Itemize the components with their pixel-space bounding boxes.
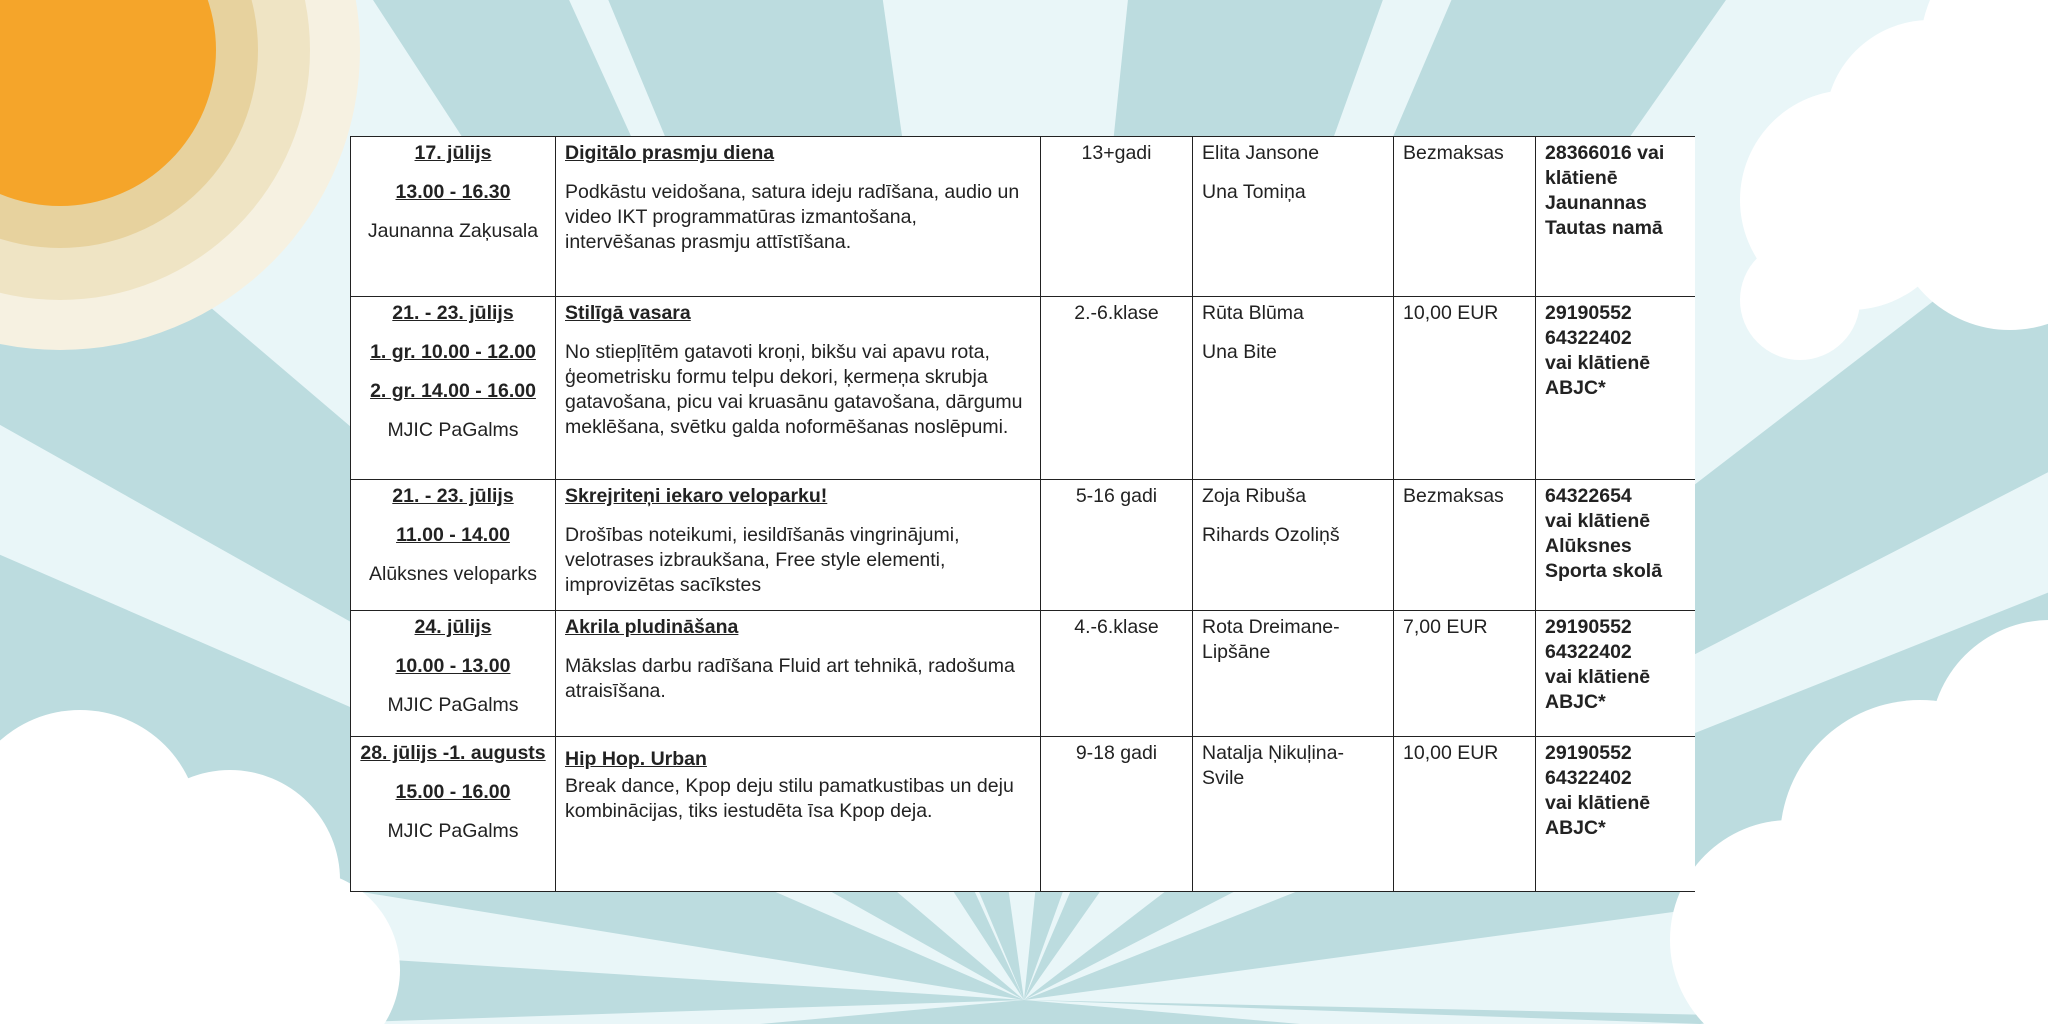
date-cell <box>351 611 556 737</box>
contact-line: Sporta skolā <box>1545 560 1663 582</box>
age-group: 2.-6.klase <box>1074 302 1159 324</box>
contact-line: Alūksnes <box>1545 535 1632 557</box>
contact-line: Tautas namā <box>1545 217 1663 239</box>
event-place: MJIC PaGalms <box>387 820 519 842</box>
contact-cell <box>1536 737 1696 892</box>
instructor-cell <box>1193 137 1394 297</box>
instructor-name: Elita Jansone <box>1202 142 1320 164</box>
contact-line: vai klātienē <box>1545 510 1651 532</box>
event-time: 15.00 - 16.00 <box>395 781 511 803</box>
contact-line: klātienē <box>1545 167 1618 189</box>
event-place: Jaunanna Zaķusala <box>367 220 539 242</box>
activity-description: Podkāstu veidošana, satura ideju radīšana, audio un video IKT programmatūras izmantošana, intervēšanas prasmju attīstīšana. <box>565 181 1020 253</box>
event-time: 13.00 - 16.30 <box>395 181 511 203</box>
table-row <box>351 297 1696 480</box>
age-group: 9-18 gadi <box>1075 742 1158 764</box>
contact-cell <box>1536 611 1696 737</box>
instructor-name: Una Bite <box>1202 341 1277 363</box>
activity-title: Stilīgā vasara <box>565 302 691 324</box>
price-cell <box>1394 737 1536 892</box>
instructor-cell <box>1193 611 1394 737</box>
age-cell <box>1041 297 1193 480</box>
instructor-name: Una Tomiņa <box>1202 181 1306 203</box>
contact-line: ABJC* <box>1545 691 1606 713</box>
age-group: 13+gadi <box>1081 142 1152 164</box>
event-time: 11.00 - 14.00 <box>396 524 510 546</box>
activity-title: Digitālo prasmju diena <box>565 142 775 164</box>
activity-description: Mākslas darbu radīšana Fluid art tehnikā, radošuma atraisīšana. <box>565 655 1015 702</box>
age-group: 5-16 gadi <box>1075 485 1158 507</box>
event-date: 21. - 23. jūlijs <box>392 485 514 507</box>
contact-line: 29190552 <box>1545 742 1632 764</box>
price-cell <box>1394 480 1536 611</box>
event-time: 2. gr. 14.00 - 16.00 <box>370 380 536 402</box>
contact-cell <box>1536 297 1696 480</box>
table-row <box>351 480 1696 611</box>
date-cell <box>351 480 556 611</box>
table-row <box>351 611 1696 737</box>
instructor-name: Zoja Ribuša <box>1202 485 1307 507</box>
age-cell <box>1041 480 1193 611</box>
activity-description: No stiepļītēm gatavoti kroņi, bikšu vai apavu rota, ģeometrisku formu telpu dekori, ķermeņa skrubja gatavošana, picu vai kruasānu gatavošana, dārgumu meklēšana, svētku galda noformēšanas noslēpumi. <box>565 341 1023 438</box>
contact-line: vai klātienē <box>1545 666 1651 688</box>
contact-line: 29190552 <box>1545 302 1632 324</box>
contact-cell <box>1536 480 1696 611</box>
price: 10,00 EUR <box>1403 302 1499 324</box>
contact-line: 64322402 <box>1545 327 1632 349</box>
instructor-cell <box>1193 297 1394 480</box>
activity-cell <box>556 297 1041 480</box>
price: 10,00 EUR <box>1403 742 1499 764</box>
age-cell <box>1041 737 1193 892</box>
event-place: MJIC PaGalms <box>387 419 519 441</box>
price-cell <box>1394 297 1536 480</box>
activity-description: Drošības noteikumi, iesildīšanās vingrinājumi, velotrases izbraukšana, Free style elementi, improvizētas sacīkstes <box>565 524 960 596</box>
contact-line: vai klātienē <box>1545 352 1651 374</box>
activity-title: Hip Hop. Urban <box>565 748 707 770</box>
contact-cell <box>1536 137 1696 297</box>
contact-line: 28366016 vai <box>1545 142 1665 164</box>
event-date: 17. jūlijs <box>414 142 492 164</box>
instructor-cell <box>1193 737 1394 892</box>
age-cell <box>1041 611 1193 737</box>
contact-line: vai klātienē <box>1545 792 1651 814</box>
price-cell <box>1394 137 1536 297</box>
instructor-name: Rūta Blūma <box>1202 302 1304 324</box>
age-cell <box>1041 137 1193 297</box>
contact-line: Jaunannas <box>1545 192 1647 214</box>
schedule-table <box>350 136 1695 892</box>
activity-title: Akrila pludināšana <box>565 616 739 638</box>
instructor-name: Natalja Ņikuļina-Svile <box>1202 742 1344 789</box>
event-date: 24. jūlijs <box>414 616 492 638</box>
instructor-cell <box>1193 480 1394 611</box>
event-place: MJIC PaGalms <box>387 694 519 716</box>
contact-line: ABJC* <box>1545 377 1606 399</box>
price: 7,00 EUR <box>1403 616 1488 638</box>
date-cell <box>351 137 556 297</box>
activity-cell <box>556 137 1041 297</box>
table-row <box>351 737 1696 892</box>
date-cell <box>351 737 556 892</box>
age-group: 4.-6.klase <box>1074 616 1159 638</box>
contact-line: ABJC* <box>1545 817 1606 839</box>
price: Bezmaksas <box>1403 485 1504 507</box>
event-place: Alūksnes veloparks <box>369 563 537 585</box>
activity-cell <box>556 480 1041 611</box>
event-date: 28. jūlijs -1. augusts <box>360 742 546 764</box>
contact-line: 64322402 <box>1545 641 1632 663</box>
instructor-name: Rihards Ozoliņš <box>1202 524 1340 546</box>
activity-description: Break dance, Kpop deju stilu pamatkustibas un deju kombinācijas, tiks iestudēta īsa Kpop deja. <box>565 775 1014 822</box>
table-row <box>351 137 1696 297</box>
contact-line: 29190552 <box>1545 616 1632 638</box>
activity-cell <box>556 737 1041 892</box>
event-time: 10.00 - 13.00 <box>395 655 511 677</box>
contact-line: 64322654 <box>1545 485 1632 507</box>
activity-title: Skrejriteņi iekaro veloparku! <box>565 485 828 507</box>
contact-line: 64322402 <box>1545 767 1632 789</box>
activity-cell <box>556 611 1041 737</box>
date-cell <box>351 297 556 480</box>
event-date: 21. - 23. jūlijs <box>392 302 514 324</box>
event-time: 1. gr. 10.00 - 12.00 <box>370 341 536 363</box>
price: Bezmaksas <box>1403 142 1504 164</box>
price-cell <box>1394 611 1536 737</box>
instructor-name: Rota Dreimane-Lipšāne <box>1202 616 1340 663</box>
